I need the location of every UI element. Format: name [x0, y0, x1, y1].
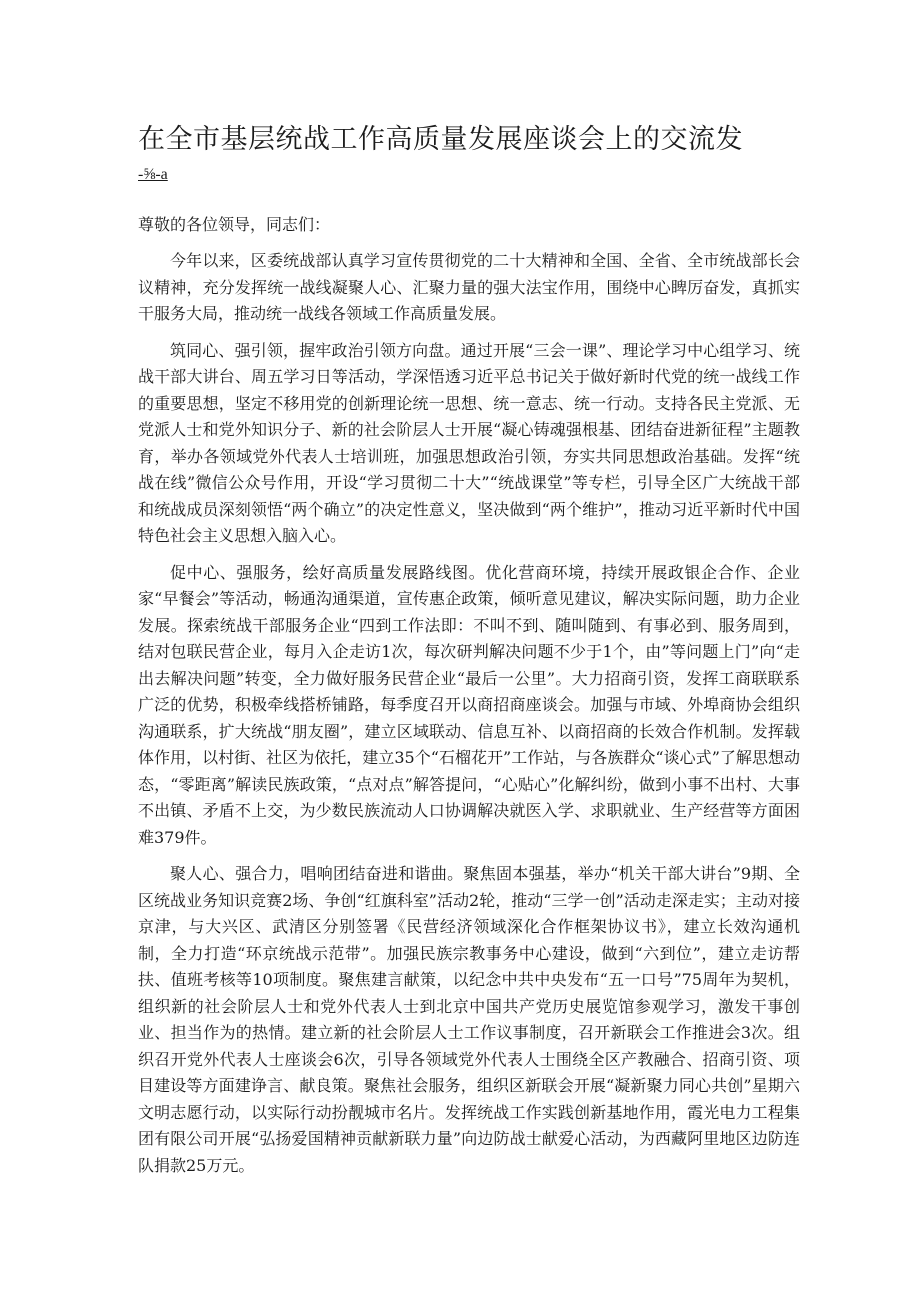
document-title: 在全市基层统战工作高质量发展座谈会上的交流发 [138, 124, 743, 155]
salutation: 尊敬的各位领导，同志们： [138, 215, 331, 234]
document-subtitle: -⅝-a [138, 166, 168, 183]
paragraph-political-guidance: 筑同心、强引领，握牢政治引领方向盘。通过开展“三会一课”、理论学习中心组学习、统战干部大讲台、周五学习日等活动，学深悟透习近平总书记关于做好新时代党的统一战线工作的重要思想，坚定不移用党的创新理论统一思想、统一意志、统一行动。支持各民主党派、无党派人士和党外知识分子、新的社会阶层人士开展“凝心铸魂强根基、团结奋进新征程”主题教育，举办各领域党外代表人士培训班，加强思想政治引领，夯实共同思想政治基础。发挥“统战在线”微信公众号作用，开设“学习贯彻二十大”“统战课堂”等专栏，引导全区广大统战干部和统战成员深刻领悟“两个确立”的决定性意义，坚决做到“两个维护”，推动习近平新时代中国特色社会主义思想入脑入心。 [138, 340, 800, 545]
paragraph-service-development: 促中心、强服务，绘好高质量发展路线图。优化营商环境，持续开展政银企合作、企业家“早餐会”等活动，畅通沟通渠道，宣传惠企政策，倾听意见建议，解决实际问题，助力企业发展。探索统战干部服务企业“四到工作法即：不叫不到、随叫随到、有事必到、服务周到，结对包联民营企业，每月入企走访1次，每次研判解决问题不少于1个，由”等问题上门”向“走出去解决问题”转变，全力做好服务民营企业“最后一公里”。大力招商引资，发挥工商联联系广泛的优势，积极牵线搭桥铺路，每季度召开以商招商座谈会。加强与市域、外埠商协会组织沟通联系，扩大统战“朋友圈”，建立区域联动、信息互补、以商招商的长效合作机制。发挥载体作用，以村街、社区为依托，建立35个“石榴花开”工作站，与各族群众“谈心式”了解思想动态，“零距离”解读民族政策，“点对点”解答提问，“心贴心”化解纠纷，做到小事不出村、大事不出镇、矛盾不上交，为少数民族流动人口协调解决就医入学、求职就业、生产经营等方面困难379件。 [138, 562, 800, 847]
paragraph-intro: 今年以来，区委统战部认真学习宣传贯彻党的二十大精神和全国、全省、全市统战部长会议精神，充分发挥统一战线凝聚人心、汇聚力量的强大法宝作用，围绕中心睥厉奋发，真抓实干服务大局，推动统一战线各领域工作高质量发展。 [138, 251, 800, 323]
paragraph-unity-cooperation: 聚人心、强合力，唱响团结奋进和谐曲。聚焦固本强基，举办“机关干部大讲台”9期、全区统战业务知识竞赛2场、争创“红旗科室”活动2轮，推动“三学一创”活动走深走实；主动对接京津，与大兴区、武清区分别签署《民营经济领域深化合作框架协议书》，建立长效沟通机制，全力打造“环京统战示范带”。加强民族宗教事务中心建设，做到“六到位”，建立走访帮扶、值班考核等10项制度。聚焦建言献策，以纪念中共中央发布“五一口号”75周年为契机，组织新的社会阶层人士和党外代表人士到北京中国共产党历史展览馆参观学习，激发干事创业、担当作为的热情。建立新的社会阶层人士工作议事制度，召开新联会工作推进会3次。组织召开党外代表人士座谈会6次，引导各领域党外代表人士围绕全区产教融合、招商引资、项目建设等方面建诤言、献良策。聚焦社会服务，组织区新联会开展“凝新聚力同心共创”星期六文明志愿行动，以实际行动扮靓城市名片。发挥统战工作实践创新基地作用，霞光电力工程集团有限公司开展“弘扬爱国精神贡献新联力量”向边防战士献爱心活动，为西藏阿里地区边防连队捐款25万元。 [138, 864, 800, 1175]
document-page [138, 120, 800, 1189]
